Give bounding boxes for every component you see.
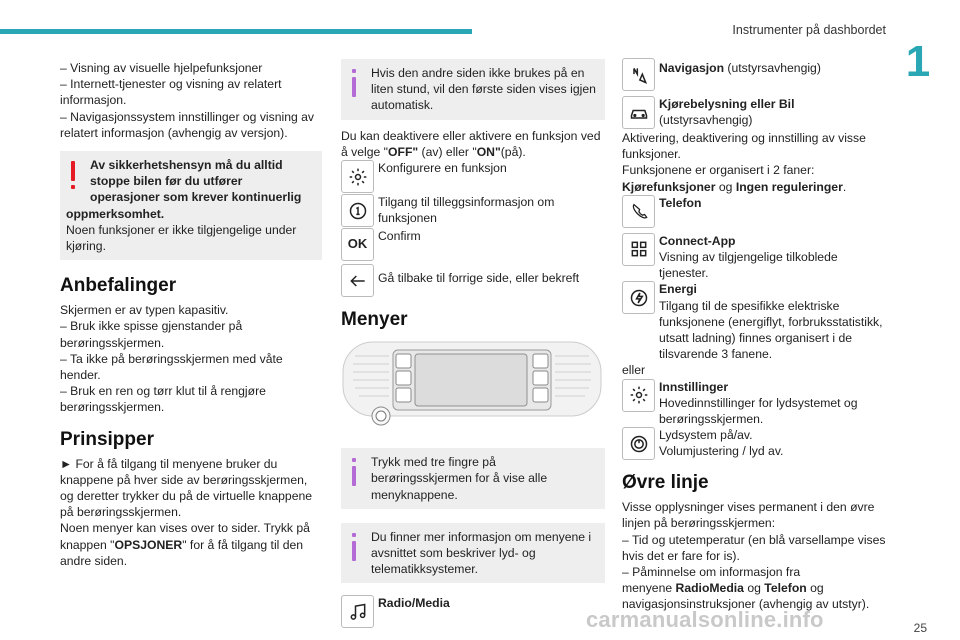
section-title-menyer: Menyer (341, 309, 408, 331)
menu-label-energy: Energi (659, 282, 697, 297)
energy-description: Tilgang til de spesifikke elektriske funksjonene (energiflyt, forbruksstatistikk, utsatt ladning) finnes organisert i de tilsvarende 3 fanene. (659, 298, 883, 362)
intro-line: – Visning av visuelle hjelpefunksjoner (60, 61, 263, 75)
navigation-icon (622, 58, 655, 91)
page-header-title: Instrumenter på dashbordet (732, 23, 886, 37)
info-icon (347, 69, 361, 101)
icon-row-back (341, 264, 605, 298)
warning-icon (66, 161, 80, 193)
info-text: Du finner mer informasjon om menyene i avsnittet som beskriver lyd- og telematikksystemer. (371, 529, 592, 577)
menu-label-connect-app: Connect-App (659, 233, 736, 248)
icon-row-ok (341, 228, 605, 262)
recommendation-line: – Bruk en ren og tørr klut til å rengjøre berøringsskjermen. (60, 384, 266, 415)
icon-description: Konfigurere en funksjon (378, 161, 507, 176)
warning-text: Noen funksjoner er ikke tilgjengelige under kjøring. (66, 222, 297, 254)
music-note-icon (341, 595, 374, 628)
icon-description: Gå tilbake til forrige side, eller bekreft (378, 271, 580, 286)
top-line-text: Visse opplysninger vises permanent i den øvre linjen på berøringsskjermen: (622, 500, 875, 531)
header-accent-bar (0, 29, 472, 34)
top-line-text: – Tid og utetemperatur (en blå varsellampe vises hvis det er fare for is). (622, 532, 886, 563)
top-line-text: – Påminnelse om informasjon fra (622, 565, 801, 580)
info-box-second-page (341, 59, 605, 120)
phone-icon (622, 195, 655, 228)
connect-app-description: Visning av tilgjengelige tilkoblede tjenester. (659, 250, 838, 281)
icon-description: Tilgang til tilleggsinformasjon om funksjonen (378, 195, 555, 226)
menu-label-navigation: Navigasjon (utstyrsavhengig) (659, 61, 821, 75)
driving-description: Aktivering, deaktivering og innstilling av visse funksjoner. (622, 131, 866, 162)
deactivate-text: Du kan deaktivere eller aktivere en funksjon ved å velge "OFF" (av) eller "ON"(på). (341, 128, 601, 159)
menu-label-driving: Kjørebelysning eller Bil (659, 97, 795, 111)
help-icon (341, 194, 374, 227)
top-line-text: navigasjonsinstruksjoner (avhengig av utstyr). (622, 597, 870, 612)
column-middle (341, 53, 605, 629)
gear-icon (622, 379, 655, 412)
apps-grid-icon (622, 233, 655, 266)
column-right (622, 58, 886, 613)
menu-row-navigation (622, 58, 886, 92)
menu-row-settings (622, 379, 886, 428)
recommendation-line: – Ta ikke på berøringsskjermen med våte hender. (60, 351, 283, 383)
ok-icon: OK (341, 228, 374, 261)
tabs-names: Kjørefunksjoner og Ingen reguleringer. (622, 179, 847, 194)
power-description: Lydsystem på/av. (659, 428, 753, 443)
menu-label-settings: Innstillinger (659, 379, 729, 394)
car-icon (622, 96, 655, 129)
menu-label-radio: Radio/Media (378, 596, 450, 611)
icon-row-help (341, 194, 605, 228)
top-line-text: menyene RadioMedia og Telefon og (622, 581, 824, 596)
menu-row-radio (341, 595, 605, 629)
principle-text: ► For å få tilgang til menyene bruker du knappene på hver side av berøringsskjermen, og deretter trykker du på de virtuelle knappene på berøringsskjermen. (60, 456, 313, 520)
menu-row-energy (622, 281, 886, 362)
energy-bolt-icon (622, 281, 655, 314)
menu-row-phone (622, 195, 886, 229)
menu-row-driving (622, 96, 886, 130)
info-text: Hvis den andre siden ikke brukes på en liten stund, vil den første siden vises igjen automatisk. (371, 66, 596, 113)
settings-description: Hovedinnstillinger for lydsystemet og berøringsskjermen. (659, 395, 858, 427)
back-arrow-icon (341, 264, 374, 297)
info-box-more-info (341, 523, 605, 584)
menu-label-driving-note: (utstyrsavhengig) (659, 113, 753, 128)
section-title-prinsipper: Prinsipper (60, 428, 154, 450)
menu-row-power (622, 427, 886, 461)
column-left (60, 60, 322, 569)
info-icon (347, 533, 361, 565)
tabs-intro: Funksjonene er organisert i 2 faner: (622, 163, 815, 178)
warning-bold-text: Av sikkerhetshensyn må du alltid stoppe bilen før du utfører operasjoner som krever kontinuerlig oppmerksomhet. (66, 158, 302, 221)
principle-options-text: Noen menyer kan vises over to sider. Trykk på knappen "OPSJONER" for å få tilgang til den andre siden. (60, 521, 310, 568)
page-number: 25 (913, 620, 927, 635)
info-icon (347, 458, 361, 490)
intro-line: – Navigasjonssystem innstillinger og visning av relatert informasjon (avhengig av versjon). (60, 109, 315, 140)
power-icon (622, 427, 655, 460)
recommendation-line: Skjermen er av typen kapasitiv. (60, 303, 229, 318)
section-title-ovre-linje: Øvre linje (622, 472, 709, 494)
watermark: carmanualsonline.info (586, 607, 824, 632)
info-text: Trykk med tre fingre på berøringsskjermen for å vise alle menyknappene. (371, 455, 548, 502)
section-title-anbefalinger: Anbefalinger (60, 275, 177, 297)
recommendation-line: – Bruk ikke spisse gjenstander på berøringsskjermen. (60, 319, 243, 350)
gear-icon (341, 160, 374, 193)
touchscreen-illustration (341, 332, 605, 442)
chapter-number: 1 (905, 37, 931, 86)
icon-row-configure (341, 160, 605, 194)
or-text: eller (622, 363, 646, 378)
icon-description: Confirm (378, 229, 421, 244)
info-box-three-fingers (341, 448, 605, 509)
volume-description: Volumjustering / lyd av. (659, 444, 784, 459)
intro-line: – Internett-tjenester og visning av relatert informasjon. (60, 77, 282, 108)
safety-warning-box (60, 151, 322, 260)
menu-label-phone: Telefon (659, 195, 702, 210)
menu-row-connect-app (622, 233, 886, 282)
